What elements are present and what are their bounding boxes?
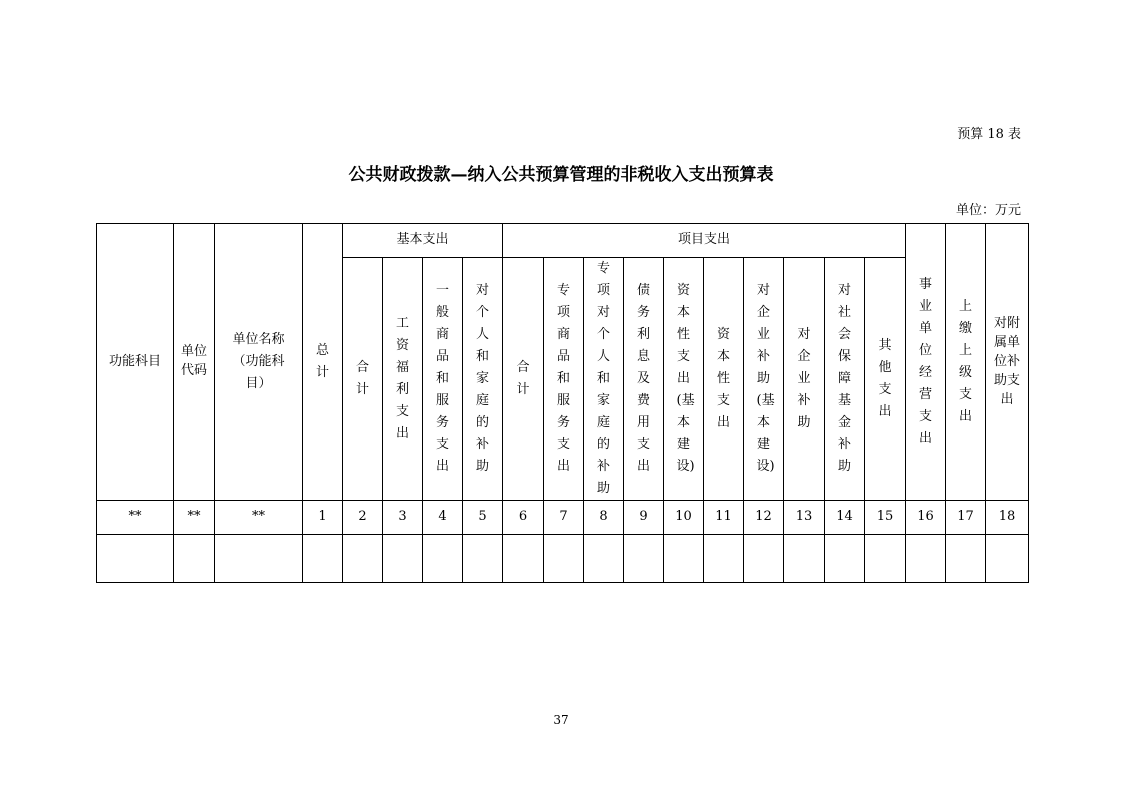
data-cell: [174, 535, 215, 583]
index-cell: 5: [463, 501, 503, 535]
data-cell: [664, 535, 704, 583]
index-cell: 2: [343, 501, 383, 535]
header-project-goods-services: 专项商品和服务支出: [544, 258, 584, 501]
header-basic-subtotal: 合计: [343, 258, 383, 501]
header-project-enterprise-subsidy-construction: 对企业补助(基本建设): [744, 258, 784, 501]
data-cell: [97, 535, 174, 583]
index-row: [97, 501, 1029, 535]
index-cell: 16: [906, 501, 946, 535]
header-project-capital: 资本性支出: [704, 258, 744, 501]
index-cell: 4: [423, 501, 463, 535]
header-unit-code: 单位代码: [174, 224, 215, 501]
table-row: [97, 535, 1029, 583]
page-number: 37: [553, 713, 569, 727]
data-cell: [986, 535, 1029, 583]
index-cell: 18: [986, 501, 1029, 535]
data-cell: [503, 535, 544, 583]
data-cell: [544, 535, 584, 583]
header-biz-unit-expenditure: 事业单位经营支出: [906, 224, 946, 501]
index-cell: 8: [584, 501, 624, 535]
header-remit-upper: 上缴上级支出: [946, 224, 986, 501]
index-cell: 10: [664, 501, 704, 535]
header-project-capital-construction: 资本性支出(基本建设): [664, 258, 704, 501]
data-cell: [704, 535, 744, 583]
form-number: 预算 18 表: [957, 127, 1021, 142]
data-cell: [215, 535, 303, 583]
index-cell: 9: [624, 501, 664, 535]
index-cell: 13: [784, 501, 825, 535]
header-basic-household-subsidy: 对个人和家庭的补助: [463, 258, 503, 501]
header-project-social-security-subsidy: 对社会保障基金补助: [825, 258, 865, 501]
index-cell: 3: [383, 501, 423, 535]
group-project-expenditure: 项目支出: [503, 224, 906, 258]
header-unit-name: 单位名称（功能科目）: [215, 224, 303, 501]
data-cell: [624, 535, 664, 583]
index-cell: 12: [744, 501, 784, 535]
data-cell: [584, 535, 624, 583]
index-cell: 6: [503, 501, 544, 535]
data-cell: [825, 535, 865, 583]
header-project-debt-interest: 债务利息及费用支出: [624, 258, 664, 501]
header-project-enterprise-subsidy: 对企业补助: [784, 258, 825, 501]
index-cell: 7: [544, 501, 584, 535]
data-cell: [865, 535, 906, 583]
index-cell: 11: [704, 501, 744, 535]
data-cell: [463, 535, 503, 583]
header-project-other: 其他支出: [865, 258, 906, 501]
unit-label: 单位：万元: [955, 203, 1021, 218]
data-cell: [784, 535, 825, 583]
page-title: 公共财政拨款—纳入公共预算管理的非税收入支出预算表: [348, 165, 774, 185]
data-cell: [946, 535, 986, 583]
group-basic-expenditure: 基本支出: [343, 224, 503, 258]
data-cell: [423, 535, 463, 583]
header-project-household-subsidy: 专项对个人和家庭的补助: [584, 258, 624, 501]
header-basic-goods-services: 一般商品和服务支出: [423, 258, 463, 501]
index-cell: 17: [946, 501, 986, 535]
data-cell: [303, 535, 343, 583]
index-cell: **: [215, 501, 303, 535]
header-total: 总计: [303, 224, 343, 501]
index-cell: 1: [303, 501, 343, 535]
data-cell: [906, 535, 946, 583]
data-cell: [744, 535, 784, 583]
header-subsidiary-subsidy: 对附属单位补助支出: [986, 224, 1029, 501]
index-cell: **: [174, 501, 215, 535]
index-cell: 14: [825, 501, 865, 535]
data-cell: [343, 535, 383, 583]
header-project-subtotal: 合计: [503, 258, 544, 501]
budget-table: [96, 223, 1029, 583]
header-basic-wages: 工资福利支出: [383, 258, 423, 501]
index-cell: **: [97, 501, 174, 535]
data-cell: [383, 535, 423, 583]
header-func-subject: 功能科目: [97, 224, 174, 501]
index-cell: 15: [865, 501, 906, 535]
